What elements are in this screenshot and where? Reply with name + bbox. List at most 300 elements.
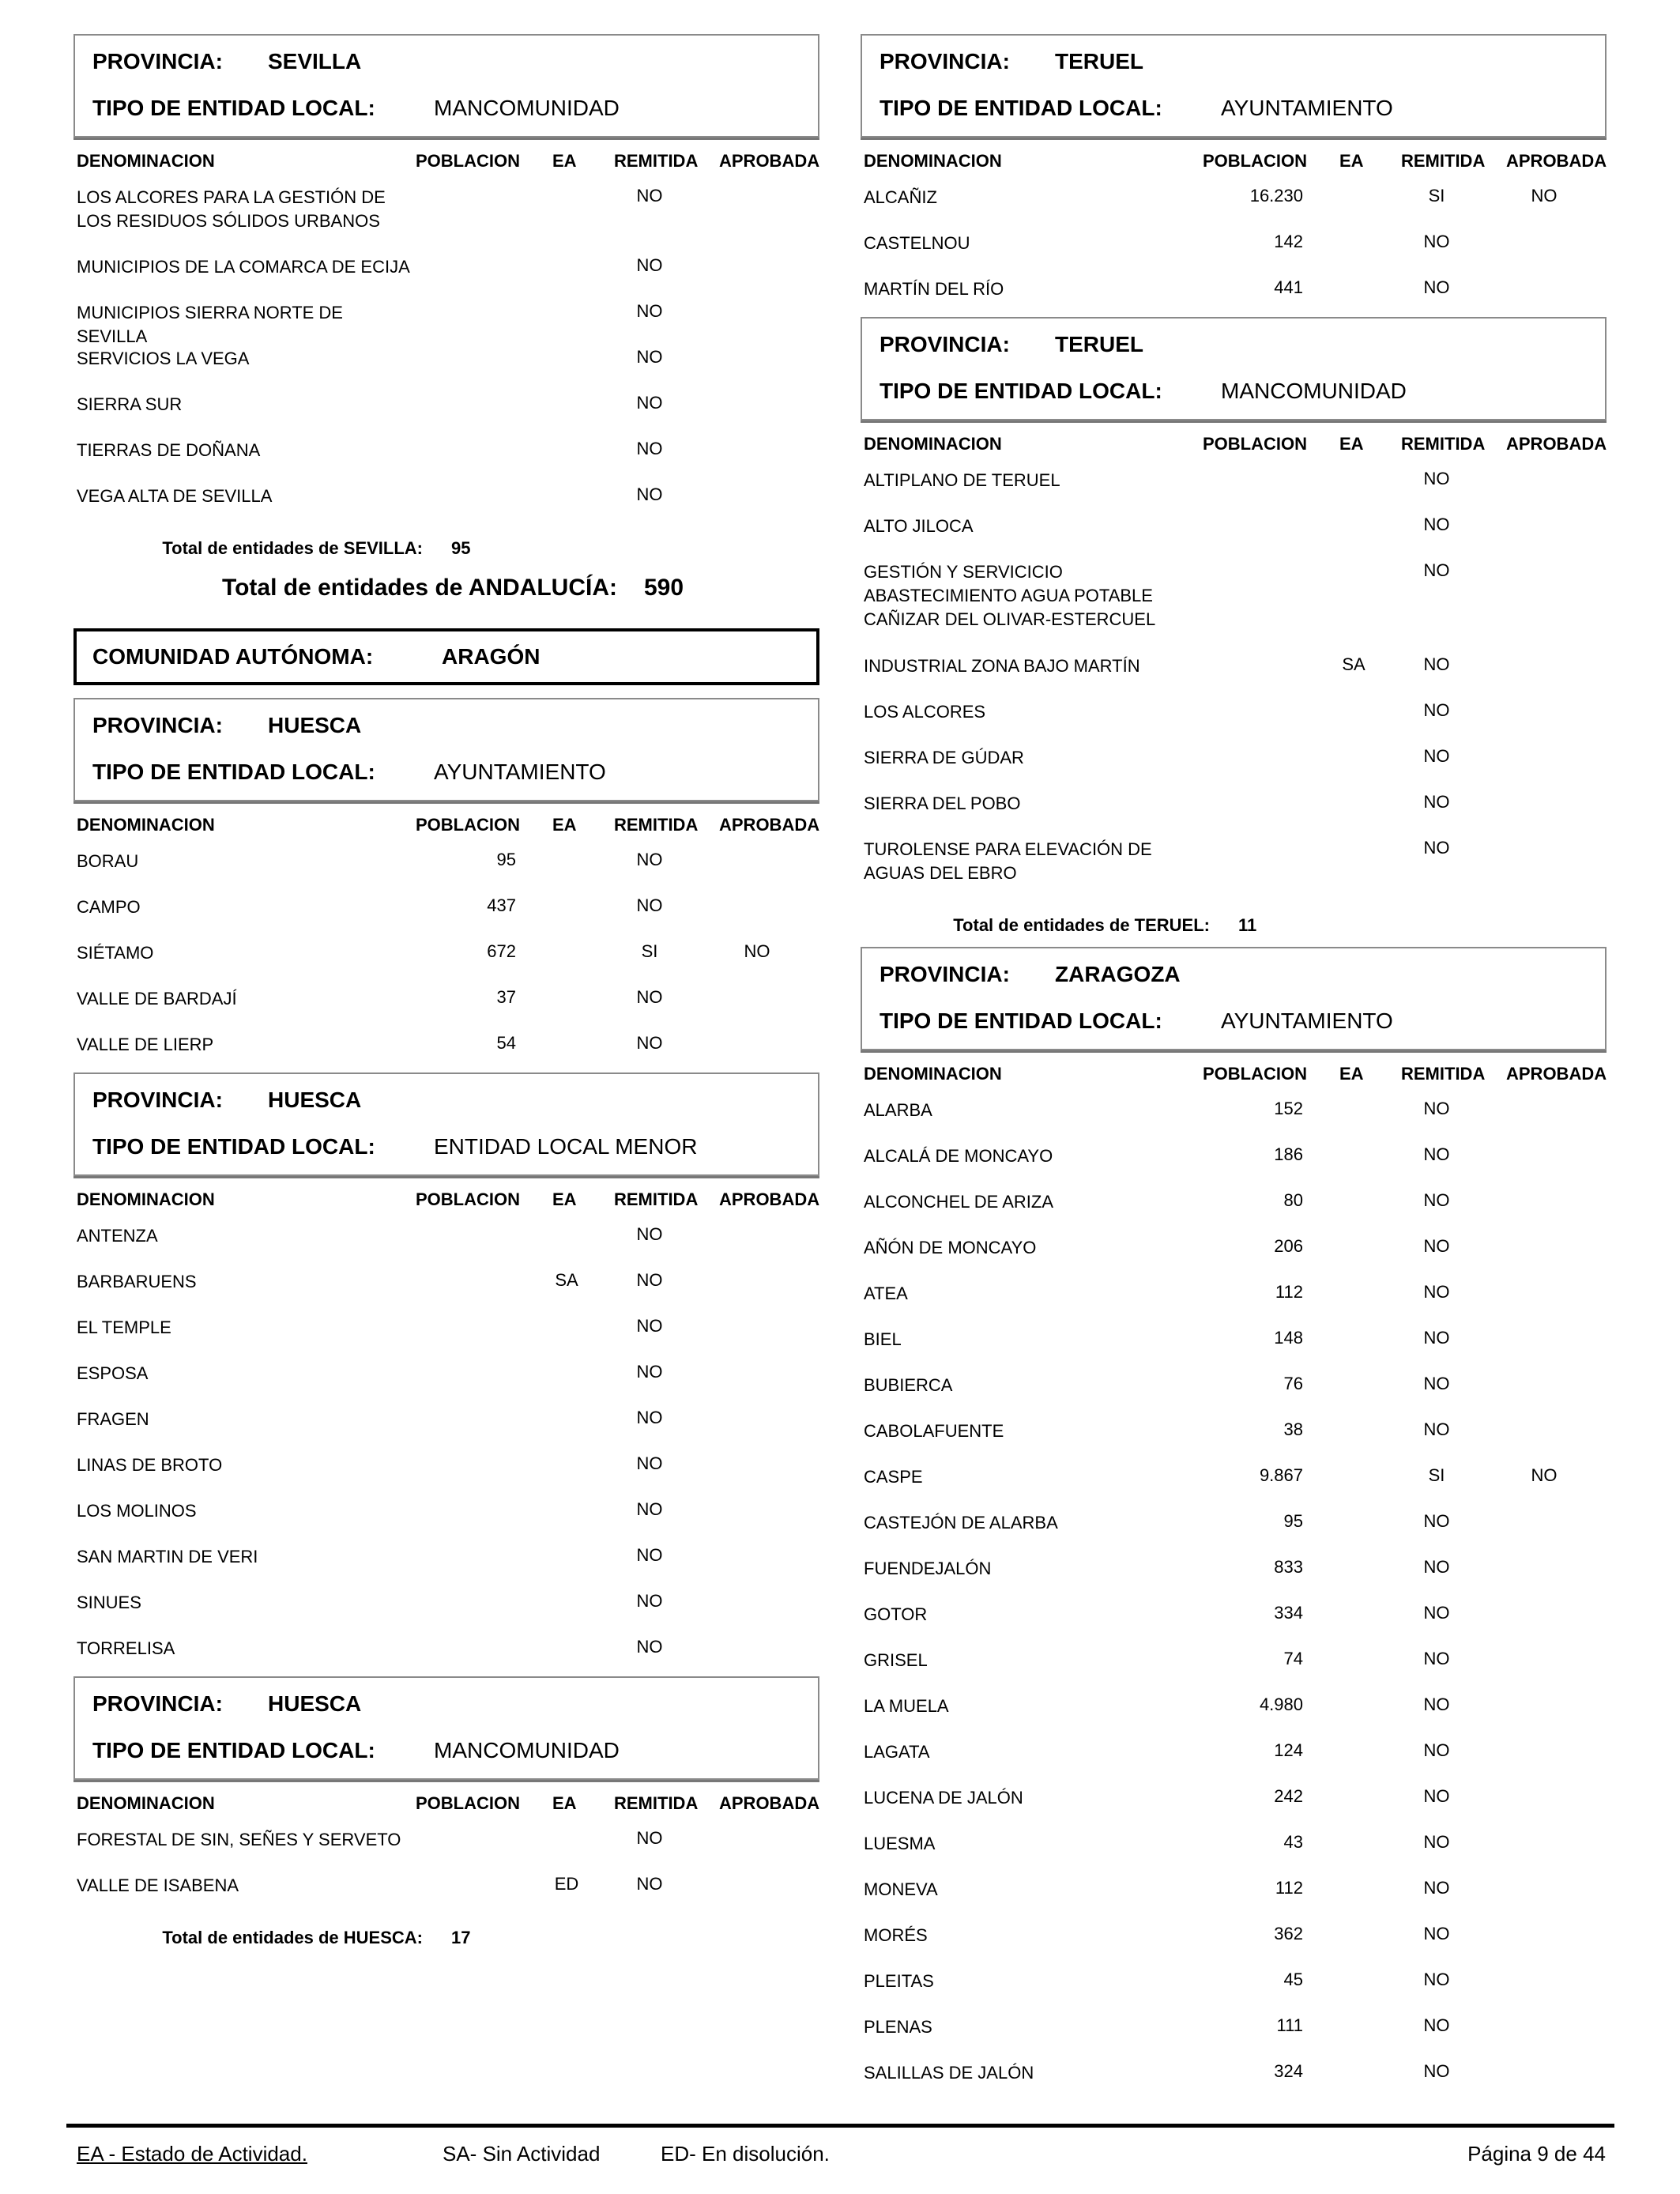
cell-poblacion: 4.980 (1259, 1695, 1303, 1714)
cell-denominacion: MONEVA (864, 1879, 938, 1899)
cell-remitida: NO (636, 393, 663, 413)
cell-aprobada: NO (1531, 186, 1558, 205)
cell-ea: SA (555, 1270, 578, 1290)
cell-remitida: NO (1423, 1970, 1450, 1989)
col-ea: EA (552, 815, 577, 835)
provincia-value: TERUEL (1055, 49, 1143, 74)
table-row (861, 1872, 1607, 1917)
table-row (861, 2009, 1607, 2055)
cell-remitida: NO (1423, 1144, 1450, 1164)
cell-denominacion: VALLE DE BARDAJÍ (77, 989, 237, 1008)
col-ea: EA (1339, 1064, 1364, 1084)
province-total-label: Total de entidades de TERUEL: (953, 915, 1210, 935)
provincia-value: SEVILLA (268, 49, 362, 74)
col-denominacion: DENOMINACION (864, 151, 1002, 171)
table-row (73, 1630, 819, 1676)
col-ea: EA (552, 151, 577, 171)
table-rows (73, 843, 819, 1072)
cell-denominacion: LA MUELA (864, 1696, 949, 1716)
cell-denominacion: MUNICIPIOS SIERRA NORTE DE SEVILLA (77, 303, 343, 346)
section-huesca-ayuntamiento (73, 698, 819, 1072)
col-poblacion: POBLACION (1203, 151, 1307, 171)
cell-denominacion: CAMPO (77, 897, 141, 917)
table-rows (861, 462, 1607, 901)
table-rows (73, 179, 819, 524)
cell-denominacion: SAN MARTIN DE VERI (77, 1547, 258, 1566)
table-row (861, 786, 1607, 831)
cell-remitida: NO (1423, 792, 1450, 812)
cell-remitida: NO (1423, 1924, 1450, 1943)
cell-remitida: NO (1423, 2061, 1450, 2081)
table-rows (861, 179, 1607, 317)
table-row (73, 1218, 819, 1264)
cell-poblacion: 43 (1283, 1832, 1303, 1852)
cell-denominacion: BIEL (864, 1329, 902, 1349)
cell-denominacion: BUBIERCA (864, 1375, 953, 1395)
cell-poblacion: 148 (1274, 1328, 1303, 1348)
table-row (861, 1963, 1607, 2009)
cell-denominacion: LOS ALCORES PARA LA GESTIÓN DE LOS RESIDUOS SÓLIDOS URBANOS (77, 187, 386, 231)
cell-poblacion: 80 (1283, 1190, 1303, 1210)
table-row (73, 1401, 819, 1447)
provincia-label: PROVINCIA: (880, 49, 1010, 74)
cell-aprobada: NO (1531, 1465, 1558, 1485)
col-denominacion: DENOMINACION (864, 434, 1002, 454)
column-headers (861, 420, 1607, 462)
col-aprobada: APROBADA (1506, 434, 1607, 454)
cell-poblacion: 111 (1276, 2015, 1303, 2035)
table-row (73, 889, 819, 935)
footer-rule (66, 2124, 1614, 2128)
cell-poblacion: 206 (1274, 1236, 1303, 1256)
cell-poblacion: 95 (1283, 1511, 1303, 1531)
table-row (73, 179, 819, 249)
cell-denominacion: FRAGEN (77, 1409, 149, 1429)
tipo-value: AYUNTAMIENTO (434, 760, 606, 784)
cell-denominacion: TIERRAS DE DOÑANA (77, 440, 261, 460)
cell-remitida: NO (1423, 515, 1450, 534)
cell-remitida: NO (636, 1270, 663, 1290)
section-header (861, 34, 1607, 138)
table-row (73, 341, 819, 386)
cell-poblacion: 672 (487, 941, 516, 961)
col-poblacion: POBLACION (416, 1793, 520, 1813)
col-aprobada: APROBADA (719, 815, 820, 835)
table-row (73, 432, 819, 478)
table-row (861, 1780, 1607, 1826)
col-poblacion: POBLACION (1203, 434, 1307, 454)
tipo-label: TIPO DE ENTIDAD LOCAL: (92, 1738, 375, 1762)
cell-denominacion: ALCONCHEL DE ARIZA (864, 1192, 1054, 1212)
cell-denominacion: CASPE (864, 1467, 923, 1487)
tipo-value: MANCOMUNIDAD (434, 1738, 620, 1762)
cell-denominacion: ALCALÁ DE MONCAYO (864, 1146, 1053, 1166)
community-value: ARAGÓN (442, 644, 541, 669)
cell-denominacion: ALTIPLANO DE TERUEL (864, 470, 1060, 490)
column-headers (861, 1050, 1607, 1092)
cell-remitida: NO (1423, 654, 1450, 674)
cell-remitida: NO (636, 347, 663, 367)
table-row (861, 648, 1607, 694)
cell-denominacion: MUNICIPIOS DE LA COMARCA DE ECIJA (77, 257, 410, 277)
column-headers (73, 138, 819, 179)
left-column (73, 34, 819, 1959)
cell-remitida: NO (636, 1362, 663, 1382)
cell-remitida: NO (1423, 1511, 1450, 1531)
cell-denominacion: SIÉTAMO (77, 943, 154, 963)
cell-remitida: SI (641, 941, 658, 961)
table-row (861, 179, 1607, 225)
table-row (861, 1826, 1607, 1872)
cell-poblacion: 54 (496, 1033, 516, 1053)
province-total-value: 95 (451, 538, 471, 558)
cell-poblacion: 242 (1274, 1786, 1303, 1806)
cell-remitida: NO (636, 1874, 663, 1894)
tipo-label: TIPO DE ENTIDAD LOCAL: (880, 1008, 1162, 1033)
section-sevilla-mancomunidad (73, 34, 819, 570)
section-teruel-ayuntamiento (861, 34, 1607, 317)
col-poblacion: POBLACION (1203, 1064, 1307, 1084)
cell-denominacion: ANTENZA (77, 1226, 158, 1246)
provincia-value: HUESCA (268, 713, 362, 737)
col-denominacion: DENOMINACION (77, 815, 215, 835)
col-poblacion: POBLACION (416, 1189, 520, 1209)
cell-remitida: NO (1423, 838, 1450, 858)
cell-remitida: NO (636, 1033, 663, 1053)
table-row (861, 1138, 1607, 1184)
col-ea: EA (552, 1189, 577, 1209)
cell-aprobada: NO (744, 941, 770, 961)
cell-poblacion: 74 (1283, 1649, 1303, 1668)
section-teruel-mancomunidad (861, 317, 1607, 947)
cell-poblacion: 142 (1274, 232, 1303, 251)
cell-remitida: NO (636, 1224, 663, 1244)
table-row (73, 1264, 819, 1310)
table-row (73, 1447, 819, 1493)
table-row (861, 1596, 1607, 1642)
table-row (861, 1459, 1607, 1505)
province-total-value: 11 (1238, 915, 1257, 935)
cell-poblacion: 437 (487, 895, 516, 915)
province-total-value: 17 (451, 1928, 471, 1947)
section-zaragoza-ayuntamiento (861, 947, 1607, 2101)
table-rows (73, 1822, 819, 1913)
table-row (73, 935, 819, 981)
table-row (861, 1505, 1607, 1551)
cell-remitida: NO (1423, 1374, 1450, 1393)
table-row (861, 740, 1607, 786)
cell-denominacion: TUROLENSE PARA ELEVACIÓN DE AGUAS DEL EBRO (864, 839, 1152, 883)
cell-poblacion: 324 (1274, 2061, 1303, 2081)
cell-remitida: NO (1423, 560, 1450, 580)
province-total-label: Total de entidades de SEVILLA: (162, 538, 423, 558)
table-rows (73, 1218, 819, 1676)
cell-denominacion: VALLE DE LIERP (77, 1035, 214, 1054)
cell-remitida: NO (1423, 1190, 1450, 1210)
tipo-label: TIPO DE ENTIDAD LOCAL: (92, 760, 375, 784)
provincia-label: PROVINCIA: (92, 49, 223, 74)
cell-remitida: NO (1423, 1695, 1450, 1714)
col-denominacion: DENOMINACION (77, 1189, 215, 1209)
section-header (73, 34, 819, 138)
cell-poblacion: 186 (1274, 1144, 1303, 1164)
cell-denominacion: LUCENA DE JALÓN (864, 1788, 1023, 1808)
table-row (861, 831, 1607, 901)
table-row (73, 1493, 819, 1539)
col-ea: EA (1339, 151, 1364, 171)
section-huesca-elm (73, 1072, 819, 1676)
col-poblacion: POBLACION (416, 815, 520, 835)
table-row (861, 271, 1607, 317)
cell-denominacion: PLENAS (864, 2017, 932, 2037)
cell-remitida: NO (1423, 1878, 1450, 1898)
cell-denominacion: GRISEL (864, 1650, 928, 1670)
province-total (73, 524, 819, 570)
cell-denominacion: LUESMA (864, 1834, 936, 1853)
cell-denominacion: LOS MOLINOS (77, 1501, 197, 1521)
cell-poblacion: 112 (1275, 1282, 1303, 1302)
table-row (73, 843, 819, 889)
table-row (861, 1688, 1607, 1734)
col-remitida: REMITIDA (614, 1189, 699, 1209)
table-row (73, 981, 819, 1027)
cell-denominacion: TORRELISA (77, 1638, 175, 1658)
cell-poblacion: 362 (1274, 1924, 1303, 1943)
cell-remitida: NO (636, 484, 663, 504)
cell-poblacion: 334 (1274, 1603, 1303, 1623)
page-number: Página 9 de 44 (1467, 2142, 1606, 2166)
table-row (861, 1734, 1607, 1780)
table-row (73, 1355, 819, 1401)
column-headers (73, 1176, 819, 1218)
provincia-value: ZARAGOZA (1055, 962, 1181, 986)
cell-remitida: NO (636, 439, 663, 458)
provincia-label: PROVINCIA: (92, 1088, 223, 1112)
tipo-label: TIPO DE ENTIDAD LOCAL: (92, 1134, 375, 1159)
cell-denominacion: EL TEMPLE (77, 1318, 171, 1337)
cell-denominacion: BARBARUENS (77, 1272, 197, 1291)
cell-poblacion: 45 (1283, 1970, 1303, 1989)
col-poblacion: POBLACION (416, 151, 520, 171)
tipo-value: AYUNTAMIENTO (1221, 96, 1393, 120)
cell-remitida: NO (1423, 1649, 1450, 1668)
col-denominacion: DENOMINACION (864, 1064, 1002, 1084)
section-header (861, 317, 1607, 420)
cell-remitida: NO (636, 1316, 663, 1336)
cell-poblacion: 16.230 (1249, 186, 1303, 205)
cell-remitida: NO (1423, 1832, 1450, 1852)
table-row (861, 462, 1607, 508)
section-header (861, 947, 1607, 1050)
cell-remitida: NO (636, 1408, 663, 1427)
cell-remitida: NO (636, 850, 663, 869)
cell-denominacion: ATEA (864, 1284, 908, 1303)
col-remitida: REMITIDA (614, 151, 699, 171)
table-row (861, 1184, 1607, 1230)
community-label: COMUNIDAD AUTÓNOMA: (92, 644, 374, 669)
cell-poblacion: 76 (1283, 1374, 1303, 1393)
cell-poblacion: 833 (1274, 1557, 1303, 1577)
table-row (861, 1276, 1607, 1321)
cell-poblacion: 152 (1274, 1099, 1303, 1118)
provincia-value: HUESCA (268, 1088, 362, 1112)
table-rows (861, 1092, 1607, 2101)
cell-denominacion: AÑÓN DE MONCAYO (864, 1238, 1037, 1257)
cell-denominacion: MARTÍN DEL RÍO (864, 279, 1004, 299)
community-total-value: 590 (644, 575, 684, 601)
cell-ea: ED (554, 1874, 579, 1894)
tipo-label: TIPO DE ENTIDAD LOCAL: (92, 96, 375, 120)
cell-remitida: NO (1423, 1557, 1450, 1577)
table-row (73, 249, 819, 295)
province-total-label: Total de entidades de HUESCA: (162, 1928, 423, 1947)
cell-denominacion: VALLE DE ISABENA (77, 1875, 239, 1895)
col-remitida: REMITIDA (1401, 1064, 1486, 1084)
cell-poblacion: 441 (1274, 277, 1303, 297)
cell-denominacion: ESPOSA (77, 1363, 149, 1383)
cell-remitida: NO (636, 895, 663, 915)
column-headers (73, 801, 819, 843)
col-denominacion: DENOMINACION (77, 1793, 215, 1813)
table-row (73, 295, 819, 346)
table-row (861, 1092, 1607, 1138)
cell-poblacion: 95 (496, 850, 516, 869)
cell-remitida: NO (1423, 746, 1450, 766)
community-header (73, 628, 819, 685)
cell-remitida: NO (1423, 1740, 1450, 1760)
cell-poblacion: 112 (1275, 1878, 1303, 1898)
col-aprobada: APROBADA (719, 151, 820, 171)
tipo-value: ENTIDAD LOCAL MENOR (434, 1134, 698, 1159)
table-row (861, 225, 1607, 271)
cell-denominacion: SERVICIOS LA VEGA (77, 349, 250, 368)
tipo-label: TIPO DE ENTIDAD LOCAL: (880, 379, 1162, 403)
section-header (73, 1072, 819, 1176)
tipo-label: TIPO DE ENTIDAD LOCAL: (880, 96, 1162, 120)
cell-denominacion: INDUSTRIAL ZONA BAJO MARTÍN (864, 656, 1140, 676)
cell-remitida: NO (1423, 1786, 1450, 1806)
cell-denominacion: GOTOR (864, 1604, 928, 1624)
cell-remitida: NO (1423, 1282, 1450, 1302)
cell-denominacion: MORÉS (864, 1925, 928, 1945)
cell-remitida: NO (1423, 1603, 1450, 1623)
table-row (861, 1367, 1607, 1413)
cell-remitida: NO (1423, 700, 1450, 720)
community-total (73, 570, 819, 625)
cell-denominacion: CASTEJÓN DE ALARBA (864, 1513, 1058, 1532)
cell-denominacion: LAGATA (864, 1742, 930, 1762)
cell-denominacion: FORESTAL DE SIN, SEÑES Y SERVETO (77, 1830, 401, 1849)
provincia-label: PROVINCIA: (880, 332, 1010, 356)
cell-denominacion: SINUES (77, 1593, 141, 1612)
cell-denominacion: VEGA ALTA DE SEVILLA (77, 486, 273, 506)
col-aprobada: APROBADA (1506, 1064, 1607, 1084)
cell-denominacion: ALARBA (864, 1100, 932, 1120)
column-headers (73, 1780, 819, 1822)
tipo-value: MANCOMUNIDAD (1221, 379, 1407, 403)
provincia-label: PROVINCIA: (92, 713, 223, 737)
section-huesca-mancomunidad (73, 1676, 819, 1959)
footer (0, 2142, 1680, 2173)
cell-denominacion: SIERRA SUR (77, 394, 183, 414)
cell-remitida: NO (1423, 1099, 1450, 1118)
cell-remitida: NO (1423, 1328, 1450, 1348)
legend-ed: ED- En disolución. (661, 2142, 830, 2166)
cell-remitida: NO (636, 1453, 663, 1473)
cell-remitida: NO (1423, 1236, 1450, 1256)
cell-poblacion: 9.867 (1259, 1465, 1303, 1485)
cell-remitida: NO (636, 301, 663, 321)
col-aprobada: APROBADA (719, 1793, 820, 1813)
cell-denominacion: SIERRA DE GÚDAR (864, 748, 1024, 767)
cell-denominacion: SALILLAS DE JALÓN (864, 2063, 1034, 2083)
col-ea: EA (552, 1793, 577, 1813)
column-headers (861, 138, 1607, 179)
cell-denominacion: CABOLAFUENTE (864, 1421, 1004, 1441)
province-total (861, 901, 1607, 947)
table-row (73, 386, 819, 432)
legend-sa: SA- Sin Actividad (443, 2142, 601, 2166)
table-row (861, 1551, 1607, 1596)
col-ea: EA (1339, 434, 1364, 454)
cell-remitida: NO (636, 1591, 663, 1611)
provincia-label: PROVINCIA: (880, 962, 1010, 986)
cell-denominacion: FUENDEJALÓN (864, 1559, 992, 1578)
cell-remitida: NO (1423, 2015, 1450, 2035)
section-header (73, 1676, 819, 1780)
legend-ea: EA - Estado de Actividad. (77, 2142, 307, 2166)
cell-denominacion: PLEITAS (864, 1971, 934, 1991)
table-row (73, 1027, 819, 1072)
cell-ea: SA (1342, 654, 1365, 674)
right-column (861, 34, 1607, 2101)
cell-denominacion: ALTO JILOCA (864, 516, 974, 536)
cell-remitida: NO (1423, 469, 1450, 488)
table-row (861, 1917, 1607, 1963)
cell-remitida: SI (1428, 186, 1445, 205)
cell-denominacion: SIERRA DEL POBO (864, 794, 1021, 813)
provincia-value: TERUEL (1055, 332, 1143, 356)
col-remitida: REMITIDA (1401, 434, 1486, 454)
cell-denominacion: LINAS DE BROTO (77, 1455, 223, 1475)
province-total (73, 1913, 819, 1959)
col-aprobada: APROBADA (719, 1189, 820, 1209)
table-row (861, 1642, 1607, 1688)
col-remitida: REMITIDA (614, 1793, 699, 1813)
cell-remitida: NO (636, 186, 663, 205)
col-denominacion: DENOMINACION (77, 151, 215, 171)
table-row (861, 1321, 1607, 1367)
cell-poblacion: 38 (1283, 1419, 1303, 1439)
cell-remitida: SI (1428, 1465, 1445, 1485)
cell-remitida: NO (1423, 1419, 1450, 1439)
tipo-value: AYUNTAMIENTO (1221, 1008, 1393, 1033)
table-row (73, 1310, 819, 1355)
table-row (73, 1822, 819, 1868)
cell-denominacion: LOS ALCORES (864, 702, 986, 722)
cell-denominacion: ALCAÑIZ (864, 187, 937, 207)
cell-remitida: NO (636, 1499, 663, 1519)
table-row (861, 694, 1607, 740)
cell-remitida: NO (636, 1545, 663, 1565)
cell-poblacion: 37 (496, 987, 516, 1007)
provincia-value: HUESCA (268, 1691, 362, 1716)
cell-remitida: NO (636, 987, 663, 1007)
table-row (861, 554, 1607, 648)
cell-remitida: NO (1423, 232, 1450, 251)
cell-remitida: NO (636, 1637, 663, 1657)
table-row (73, 1868, 819, 1913)
